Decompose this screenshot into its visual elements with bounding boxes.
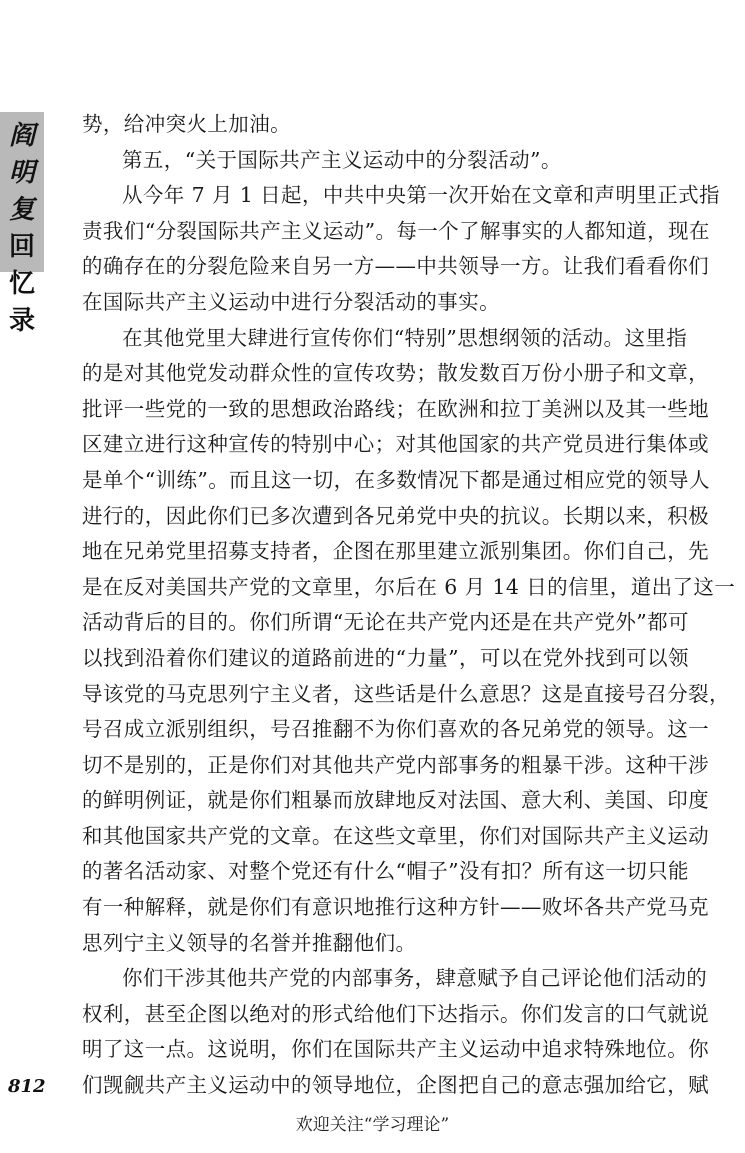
text-line: 的是对其他党发动群众性的宣传攻势；散发数百万份小册子和文章，	[82, 361, 709, 386]
paragraph	[82, 107, 686, 143]
text-line: 有一种解释，就是你们有意识地推行这种方针——败坏各共产党马克	[82, 895, 709, 920]
book-title-char: 明	[8, 158, 35, 188]
text-line: 第五，“关于国际共产主义运动中的分裂活动”。	[122, 147, 562, 172]
text-line: 从今年 7 月 1 日起，中共中央第一次开始在文章和声明里正式指	[122, 183, 720, 208]
book-title-char: 录	[8, 306, 35, 336]
paragraph	[82, 178, 720, 320]
text-line: 的著名活动家、对整个党还有什么“帽子”没有扣？所有这一切只能	[82, 859, 689, 884]
text-line: 以找到沿着你们建议的道路前进的“力量”，可以在党外找到可以领	[82, 645, 689, 670]
text-line: 活动背后的目的。你们所谓“无论在共产党内还是在共产党外”都可	[82, 610, 689, 635]
book-title-char: 忆	[8, 269, 35, 299]
text-line: 势，给冲突火上加油。	[82, 112, 291, 136]
text-line: 区建立进行这种宣传的特别中心；对其他国家的共产党员进行集体或	[82, 432, 709, 457]
text-line: 进行的，因此你们已多次遭到各兄弟党中央的抗议。长期以来，积极	[82, 503, 709, 528]
book-title-char: 回	[8, 232, 35, 262]
paragraph	[82, 143, 686, 179]
text-line: 思列宁主义领导的名誉并推翻他们。	[82, 930, 417, 955]
text-line: 权利，甚至企图以绝对的形式给他们下达指示。你们发言的口气就说	[82, 1001, 709, 1026]
text-line: 是在反对美国共产党的文章里，尔后在 6 月 14 日的信里，道出了这一	[82, 574, 736, 599]
text-line: 的确存在的分裂危险来自另一方——中共领导一方。让我们看看你们	[82, 254, 709, 279]
body-text	[82, 107, 736, 1104]
text-line: 们觊觎共产主义运动中的领导地位，企图把自己的意志强加给它，赋	[82, 1073, 709, 1098]
text-line: 你们干涉其他共产党的内部事务，肆意赋予自己评论他们活动的	[122, 966, 708, 991]
book-title-char: 阎	[8, 121, 35, 151]
text-line: 明了这一点。这说明，你们在国际共产主义运动中追求特殊地位。你	[82, 1037, 709, 1062]
text-line: 导该党的马克思列宁主义者，这些话是什么意思？这是直接号召分裂，	[82, 681, 730, 706]
text-line: 切不是别的，正是你们对其他共产党内部事务的粗暴干涉。这种干涉	[82, 752, 709, 777]
text-line: 责我们“分裂国际共产主义运动”。每一个了解事实的人都知道，现在	[82, 218, 710, 243]
text-line: 和其他国家共产党的文章。在这些文章里，你们对国际共产主义运动	[82, 823, 709, 848]
book-title-char: 复	[8, 195, 35, 225]
text-line: 号召成立派别组织，号召推翻不为你们喜欢的各兄弟党的领导。这一	[82, 717, 709, 742]
book-title-vertical	[5, 118, 39, 340]
paragraph	[82, 321, 736, 962]
text-line: 的鲜明例证，就是你们粗暴而放肆地反对法国、意大利、美国、印度	[82, 788, 709, 813]
text-line: 在国际共产主义运动中进行分裂活动的事实。	[82, 289, 500, 314]
page-number: 812	[8, 1076, 46, 1097]
paragraph	[82, 961, 709, 1103]
text-line: 地在兄弟党里招募支持者，企图在那里建立派别集团。你们自己，先	[82, 539, 709, 564]
text-line: 在其他党里大肆进行宣传你们“特别”思想纲领的活动。这里指	[122, 325, 688, 350]
footer-note: 欢迎关注“学习理论”	[295, 1115, 450, 1135]
text-line: 批评一些党的一致的思想政治路线；在欧洲和拉丁美洲以及其一些地	[82, 396, 709, 421]
text-line: 是单个“训练”。而且这一切，在多数情况下都是通过相应党的领导人	[82, 467, 710, 492]
